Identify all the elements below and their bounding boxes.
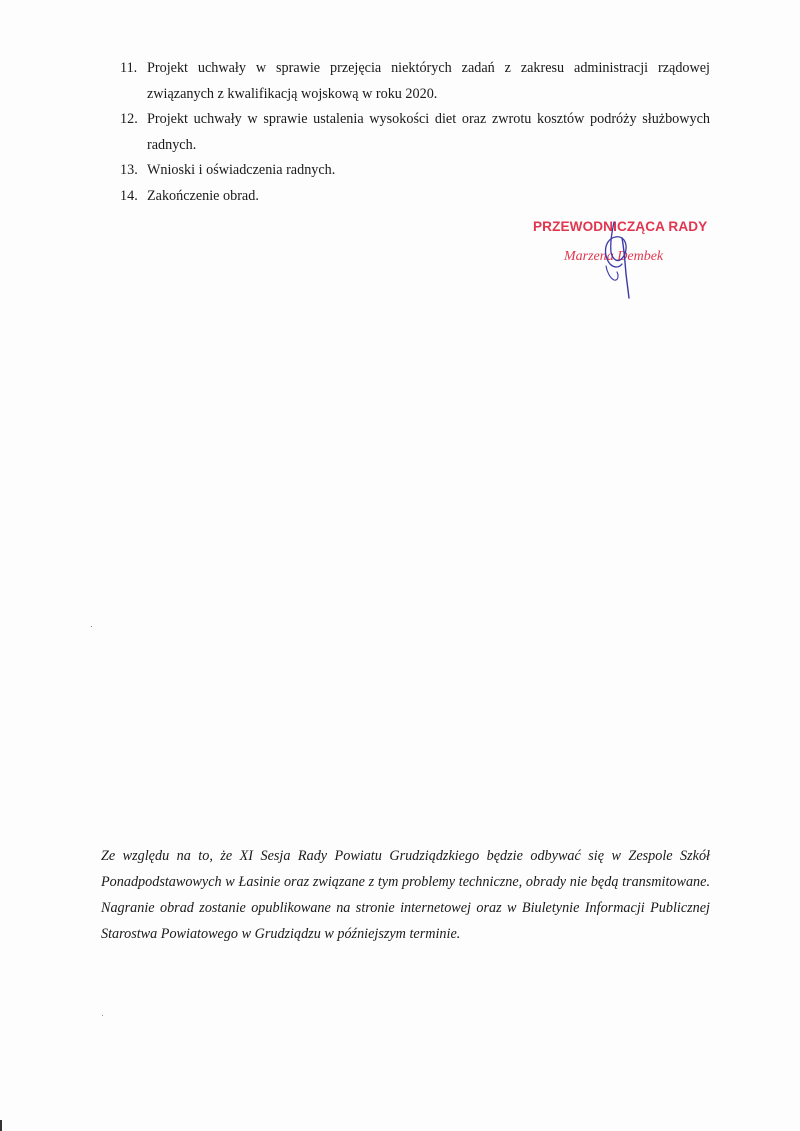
agenda-item-text: Projekt uchwały w sprawie przejęcia niektórych zadań z zakresu administracji rządowej związanych z kwalifikacją wojskową w roku 2020. — [147, 60, 710, 102]
agenda-item-13 — [120, 158, 710, 184]
agenda-item-11 — [120, 56, 710, 107]
agenda-item-number: 14. — [120, 187, 138, 204]
agenda-item-text: Wnioski i oświadczenia radnych. — [147, 162, 336, 178]
agenda-list — [120, 56, 710, 209]
scan-speck — [91, 626, 92, 627]
agenda-item-12 — [120, 107, 710, 158]
scan-speck — [102, 1015, 103, 1016]
agenda-item-text: Projekt uchwały w sprawie ustalenia wysokości diet oraz zwrotu kosztów podróży służbowych radnych. — [147, 111, 710, 153]
agenda-item-text: Zakończenie obrad. — [147, 187, 259, 204]
agenda-item-number: 13. — [120, 162, 138, 178]
stamp-title: PRZEWODNICZĄCA RADY — [533, 219, 708, 234]
stamp-name: Marzena Dembek — [564, 249, 664, 264]
handwritten-signature — [592, 218, 642, 300]
transmission-notice: Ze względu na to, że XI Sesja Rady Powiatu Grudziądzkiego będzie odbywać się w Zespole Szkół Ponadpodstawowych w Łasinie oraz związane z tym problemy techniczne, obrady nie będą transmitowane. Nagranie obrad zostanie opublikowane na stronie internetowej oraz w Biuletynie Informacji Publicznej Starostwa Powiatowego w Grudziądzu w późniejszym terminie. — [101, 848, 710, 942]
agenda-item-number: 11. — [120, 60, 138, 76]
agenda-item-number: 12. — [120, 111, 138, 127]
agenda-item-14 — [120, 184, 710, 210]
scan-edge-mark — [0, 1120, 2, 1131]
